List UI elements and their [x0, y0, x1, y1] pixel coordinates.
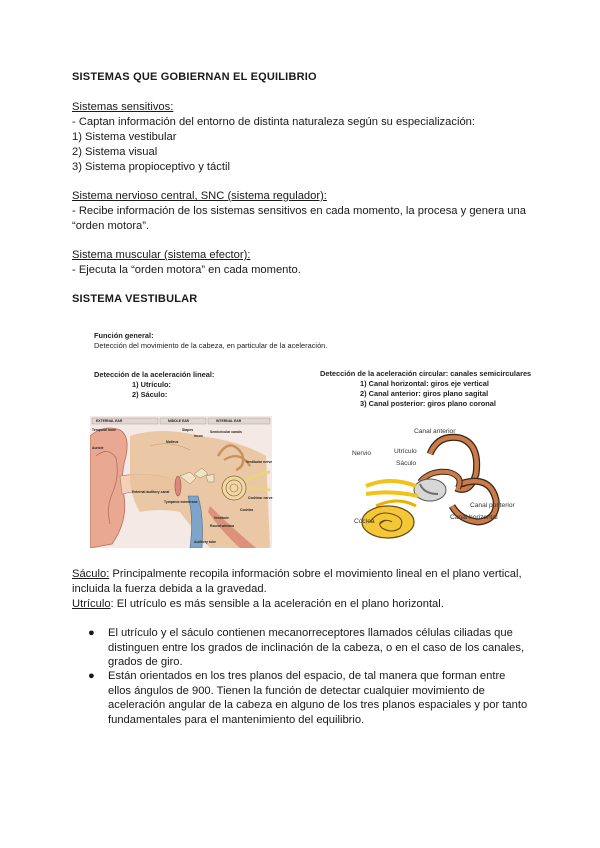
- ear-label: External auditory canal: [132, 490, 170, 494]
- figure-circular-title: Detección de la aceleración circular: canales semicirculares: [320, 369, 532, 378]
- figure-func-title: Función general:: [94, 331, 154, 340]
- list-item-line: ellos ángulos de 900. Tienen la función de detectar cualquier movimiento de: [108, 684, 485, 697]
- ear-label: EXTERNAL EAR: [96, 419, 123, 423]
- vestibular-figure: [84, 326, 544, 556]
- saculo-label: Sáculo:: [72, 568, 110, 580]
- utriculo-text: : El utrículo es más sensible a la aceleración en el plano horizontal.: [110, 598, 444, 610]
- figure-lineal-title: Detección de la aceleración lineal:: [94, 370, 215, 379]
- muscular-line: - Ejecuta la “orden motora” en cada momento.: [72, 264, 301, 276]
- sensitivos-heading: Sistemas sensitivos:: [72, 101, 174, 113]
- ear-label: Tympanic membrane: [164, 500, 198, 504]
- utriculo-label: Utrículo: [72, 598, 111, 610]
- list-item: [108, 626, 528, 670]
- vestibular-title: SISTEMA VESTIBULAR: [72, 293, 198, 305]
- canal-label-coclea: Cóclea: [354, 518, 375, 525]
- canals-illustration: [320, 424, 540, 552]
- page-title: SISTEMAS QUE GOBIERNAN EL EQUILIBRIO: [72, 71, 317, 83]
- saculo-paragraph: [72, 567, 522, 582]
- list-item-line: El utrículo y el sáculo contienen mecanorreceptores llamados células ciliadas que: [108, 627, 513, 639]
- saculo-paragraph-cont: incluida la fuerza debida a la gravedad.: [72, 583, 267, 595]
- list-item: [108, 669, 528, 727]
- ear-label: Round window: [210, 524, 235, 528]
- figure-lineal-item: 2) Sáculo:: [132, 390, 168, 399]
- snc-heading: Sistema nervioso central, SNC (sistema regulador):: [72, 190, 327, 202]
- list-item-line: distinguen entre los grados de inclinación de la cabeza, o en el caso de los canales,: [108, 641, 525, 654]
- bullet-marker: ●: [88, 627, 95, 639]
- ear-anatomy-svg: [90, 416, 272, 548]
- sensitivos-item: 1) Sistema vestibular: [72, 131, 177, 143]
- utriculo-paragraph: [72, 597, 444, 612]
- figure-circular-item: 1) Canal horizontal: giros eje vertical: [360, 379, 489, 388]
- ear-label: Incus: [194, 434, 203, 438]
- figure-func-desc: Detección del movimiento de la cabeza, en particular de la aceleración.: [94, 341, 328, 350]
- saculo-text: Principalmente recopila información sobre el movimiento lineal en el plano vertical,: [109, 568, 522, 580]
- figure-lineal-item: 1) Utrículo:: [132, 380, 172, 389]
- canal-label-anterior: Canal anterior: [414, 428, 456, 435]
- canal-label-horizontal: Canal horizontal: [450, 514, 498, 521]
- canal-label-saculo: Sáculo: [396, 460, 417, 467]
- ear-label: Auricle: [92, 446, 104, 450]
- canal-label-posterior: Canal posterior: [470, 502, 515, 509]
- muscular-heading: Sistema muscular (sistema efector):: [72, 249, 251, 261]
- list-item-line: aceleración angular de la cabeza en alguno de los tres planos espaciales y por tanto: [108, 699, 528, 712]
- ear-label: MIDDLE EAR: [168, 419, 190, 423]
- list-item-line: fundamentales para el mantenimiento del equilibrio.: [108, 713, 365, 726]
- sensitivos-item: 3) Sistema propioceptivo y táctil: [72, 161, 230, 173]
- ear-anatomy-illustration: [90, 416, 272, 548]
- list-item-line: Están orientados en los tres planos del espacio, de tal manera que forman entre: [108, 670, 506, 682]
- figure-circular-item: 3) Canal posterior: giros plano coronal: [360, 399, 496, 408]
- list-item-line: grados de giro.: [108, 656, 183, 669]
- ear-label: Vestibular nerve: [246, 460, 273, 464]
- ear-label: Cochlear nerve: [248, 496, 273, 500]
- sensitivos-item: 2) Sistema visual: [72, 146, 158, 158]
- canal-label-utriculo: Utrículo: [394, 448, 417, 455]
- ear-label: Vestibule: [214, 516, 229, 520]
- ear-label: Stapes: [182, 428, 194, 432]
- ear-label: INTERNAL EAR: [216, 419, 242, 423]
- ear-label: Temporal bone: [92, 428, 117, 432]
- ear-label: Cochlea: [240, 508, 254, 512]
- ear-label: Malleus: [166, 440, 179, 444]
- bullet-marker: ●: [88, 670, 95, 682]
- canal-label-nervio: Nervio: [352, 450, 372, 457]
- figure-circular-item: 2) Canal anterior: giros plano sagital: [360, 389, 489, 398]
- snc-line: - Recibe información de los sistemas sensitivos en cada momento, la procesa y genera una: [72, 205, 526, 217]
- snc-line: “orden motora”.: [72, 220, 150, 232]
- ear-label: Semicircular canals: [210, 430, 242, 434]
- canals-svg: [320, 424, 540, 552]
- ear-label: Auditory tube: [194, 540, 217, 544]
- sensitivos-desc: - Captan información del entorno de distinta naturaleza según su especialización:: [72, 116, 475, 128]
